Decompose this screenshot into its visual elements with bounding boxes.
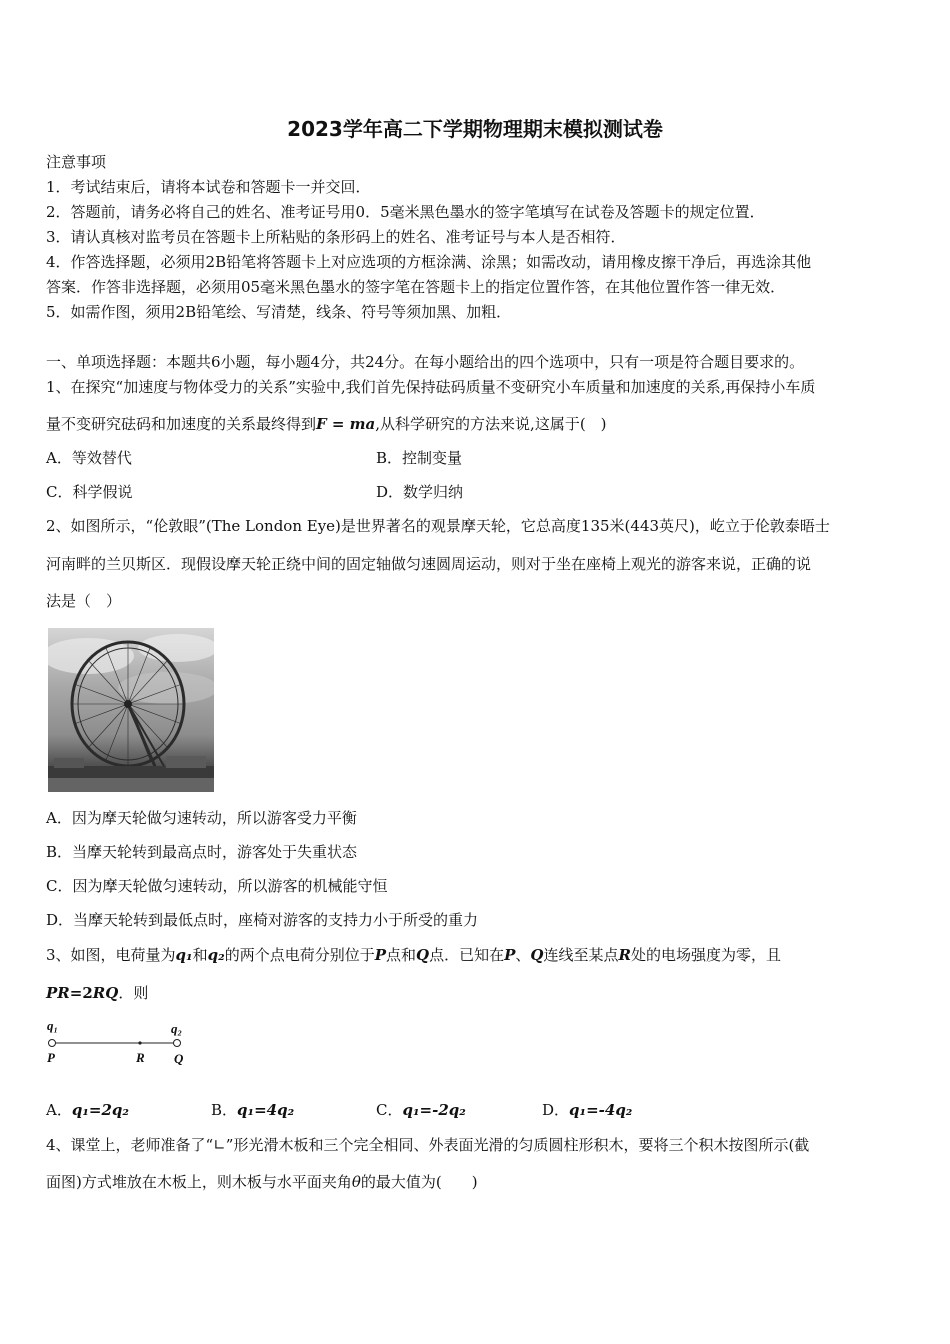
notice-item: 答案．作答非选择题，必须用05毫米黑色墨水的签字笔在答题卡上的指定位置作答，在其他位置作答一律无效． [46, 278, 786, 296]
q2-stem-line2: 河南畔的兰贝斯区．现假设摩天轮正绕中间的固定轴做匀速圆周运动，则对于坐在座椅上观光的游客来说，正确的说 [46, 555, 812, 573]
label-p: P [47, 1050, 55, 1065]
q2-option-d: D．当摩天轮转到最低点时，座椅对游客的支持力小于所受的重力 [46, 911, 479, 929]
q4-stem-line2: 面图)方式堆放在木板上，则木板与水平面夹角θ的最大值为( ) [46, 1173, 478, 1191]
label-r: R [136, 1050, 145, 1065]
notice-item: 5．如需作图，须用2B铅笔绘、写清楚，线条、符号等须加黑、加粗． [46, 303, 512, 321]
q3-stem-line2: PR=2RQ．则 [46, 984, 149, 1002]
notice-heading: 注意事项 [46, 153, 107, 171]
q1-option-b: B．控制变量 [376, 449, 463, 467]
notice-item: 2．答题前，请务必将自己的姓名、准考证号用0．5毫米黑色墨水的签字笔填写在试卷及答题卡的规定位置． [46, 203, 765, 221]
q3-option-a: A．q₁=2q₂ [46, 1101, 129, 1119]
notice-item: 3．请认真核对监考员在答题卡上所粘贴的条形码上的姓名、准考证号与本人是否相符． [46, 228, 626, 246]
ferris-wheel-icon [48, 628, 214, 792]
q3-option-d: D．q₁=-4q₂ [542, 1101, 633, 1119]
charge-line-diagram [44, 1016, 204, 1072]
notice-item: 1．考试结束后，请将本试卷和答题卡一并交回． [46, 178, 371, 196]
q1-option-c: C．科学假说 [46, 483, 133, 501]
q3-option-c: C．q₁=-2q₂ [376, 1101, 466, 1119]
q1-stem-line2: 量不变研究砝码和加速度的关系最终得到F = ma,从科学研究的方法来说,这属于( ) [46, 415, 607, 433]
q2-option-b: B．当摩天轮转到最高点时，游客处于失重状态 [46, 843, 358, 861]
q4-stem-line1: 4、课堂上，老师准备了“∟”形光滑木板和三个完全相同、外表面光滑的匀质圆柱形积木，要将三个积木按图所示(截 [46, 1136, 810, 1154]
formula: F = ma [316, 415, 376, 433]
label-q1: q₁ [47, 1018, 59, 1033]
theta-symbol: θ [351, 1173, 361, 1191]
london-eye-photo [48, 628, 214, 792]
label-q: Q [174, 1051, 184, 1066]
page-title: 2023学年高二下学期物理期末模拟测试卷 [287, 117, 663, 141]
q2-stem-line1: 2、如图所示，“伦敦眼”(The London Eye)是世界著名的观景摩天轮，它总高度135米(443英尺)，屹立于伦敦泰晤士 [46, 517, 830, 535]
q2-option-a: A．因为摩天轮做匀速转动，所以游客受力平衡 [46, 809, 357, 827]
notice-item: 4．作答选择题，必须用2B铅笔将答题卡上对应选项的方框涂满、涂黑；如需改动，请用橡皮擦干净后，再选涂其他 [46, 253, 812, 271]
q3-stem-line1: 3、如图，电荷量为q₁和q₂的两个点电荷分别位于P点和Q点．已知在P、Q连线至某点R处的电场强度为零，且 [46, 946, 781, 964]
section-heading: 一、单项选择题：本题共6小题，每小题4分，共24分。在每小题给出的四个选项中，只有一项是符合题目要求的。 [46, 353, 805, 371]
q1-option-a: A．等效替代 [46, 449, 132, 467]
q2-option-c: C．因为摩天轮做匀速转动，所以游客的机械能守恒 [46, 877, 388, 895]
q1-stem-line1: 1、在探究“加速度与物体受力的关系”实验中,我们首先保持砝码质量不变研究小车质量和加速度的关系,再保持小车质 [46, 378, 816, 396]
q3-option-b: B．q₁=4q₂ [211, 1101, 295, 1119]
label-q2: q₂ [171, 1021, 183, 1036]
q2-stem-line3: 法是（ ） [46, 592, 122, 610]
q1-option-d: D．数学归纳 [376, 483, 464, 501]
